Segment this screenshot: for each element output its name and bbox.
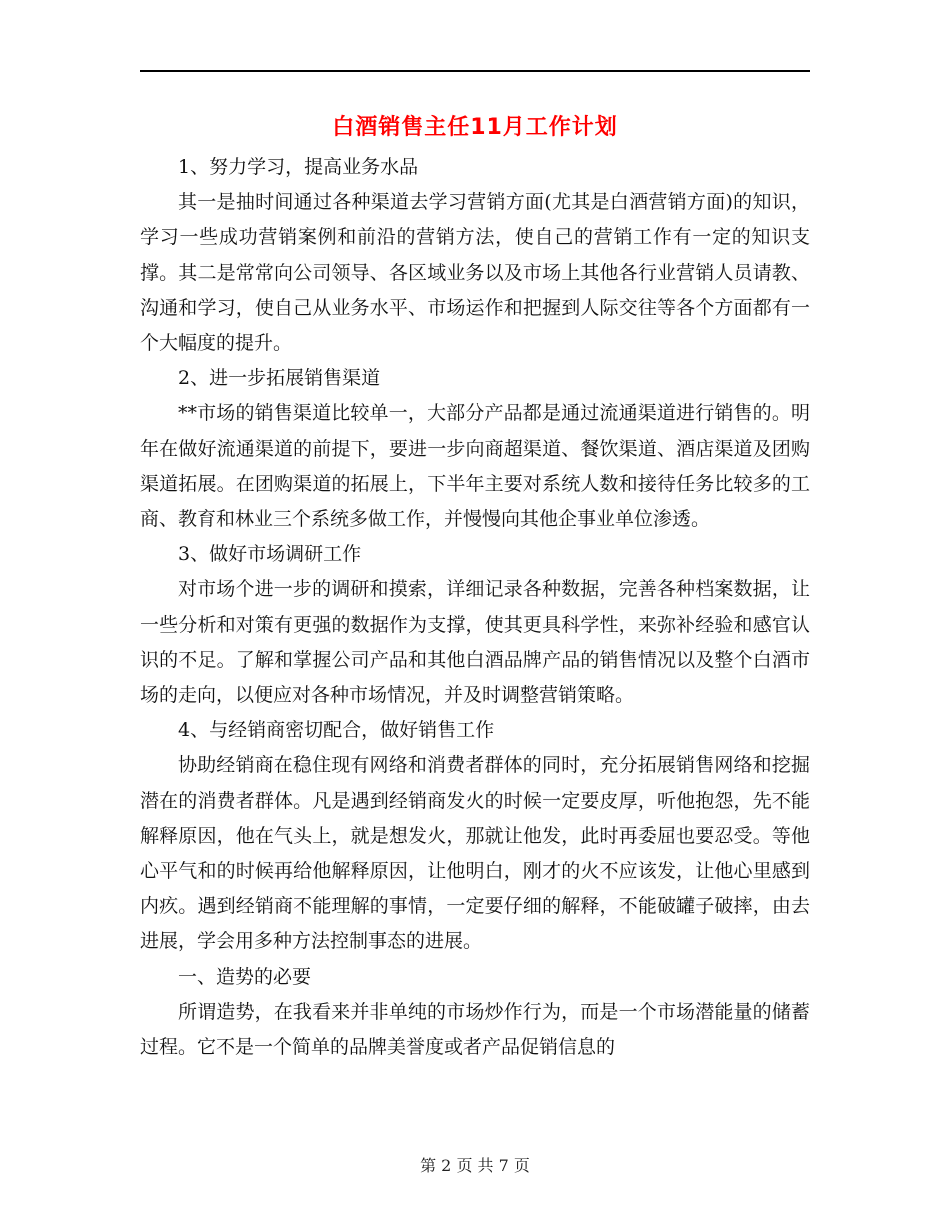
document-body [140,150,810,1065]
paragraph-1: 其一是抽时间通过各种渠道去学习营销方面(尤其是白酒营销方面)的知识，学习一些成功营销案例和前沿的营销方法，使自己的营销工作有一定的知识支撑。其二是常常向公司领导、各区域业务以及市场上其他各行业营销人员请教、沟通和学习，使自己从业务水平、市场运作和把握到人际交往等各个方面都有一个大幅度的提升。 [140,191,810,355]
paragraph-5: 所谓造势，在我看来并非单纯的市场炒作行为，而是一个市场潜能量的储蓄过程。它不是一个简单的品牌美誉度或者产品促销信息的 [140,1000,810,1059]
heading-2: 2、进一步拓展销售渠道 [178,367,381,390]
paragraph-4: 协助经销商在稳住现有网络和消费者群体的同时，充分拓展销售网络和挖掘潜在的消费者群体。凡是遇到经销商发火的时候一定要皮厚，听他抱怨，先不能解释原因，他在气头上，就是想发火，那就让他发，此时再委屈也要忍受。等他心平气和的时候再给他解释原因，让他明白，刚才的火不应该发，让他心里感到内疚。遇到经销商不能理解的事情，一定要仔细的解释，不能破罐子破摔，由去进展，学会用多种方法控制事态的进展。 [140,754,810,953]
paragraph-2: **市场的销售渠道比较单一，大部分产品都是通过流通渠道进行销售的。明年在做好流通渠道的前提下，要进一步向商超渠道、餐饮渠道、酒店渠道及团购渠道拓展。在团购渠道的拓展上，下半年主要对系统人数和接待任务比较多的工商、教育和林业三个系统多做工作，并慢慢向其他企事业单位渗透。 [140,402,810,531]
document-title: 白酒销售主任11月工作计划 [332,115,618,140]
heading-1: 1、努力学习，提高业务水品 [178,156,419,178]
paragraph-3: 对市场个进一步的调研和摸索，详细记录各种数据，完善各种档案数据，让一些分析和对策有更强的数据作为支撑，使其更具科学性，来弥补经验和感官认识的不足。了解和掌握公司产品和其他白酒品牌产品的销售情况以及整个白酒市场的走向，以便应对各种市场情况，并及时调整营销策略。 [140,578,810,707]
heading-3: 3、做好市场调研工作 [178,543,362,566]
heading-4: 4、与经销商密切配合，做好销售工作 [178,719,495,742]
section-heading: 一、造势的必要 [178,965,312,988]
header-rule [140,70,810,72]
page-number-footer: 第 2 页 共 7 页 [420,1156,530,1175]
